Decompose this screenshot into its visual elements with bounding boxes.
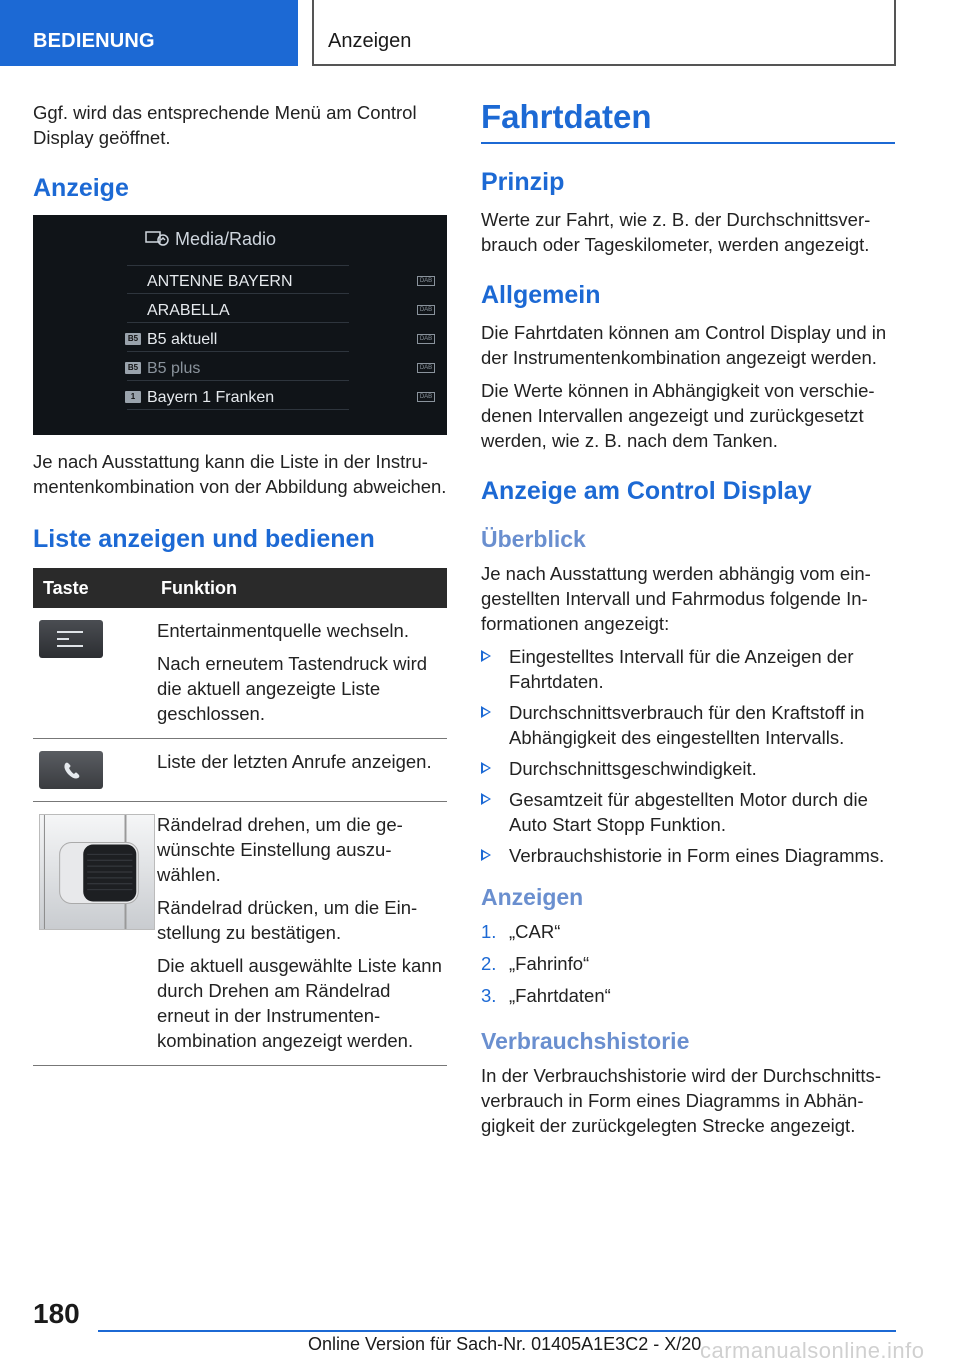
triangle-bullet-icon (481, 849, 491, 861)
heading-verbrauchshistorie: Verbrauchshistorie (481, 1028, 690, 1054)
list-item (481, 983, 895, 1008)
allgemein-text-2: Die Werte können in Abhängigkeit von verschiedenen Intervallen angezeigt und zurückgesetzt werden, wie z. B. nach dem Tanken. (481, 380, 875, 451)
function-text: Die aktuell ausgewählte Liste kann durch Drehen am Rändelrad erneut in der Instrumentenkombination angezeigt werden. (157, 955, 442, 1051)
screen-title (175, 229, 276, 250)
allgemein-text-1: Die Fahrtdaten können am Control Display und in der Instrumentenkombination angezeigt werden. (481, 322, 887, 368)
step-number: 2. (481, 953, 497, 974)
triangle-bullet-icon (481, 793, 491, 805)
list-item-text: Durchschnittsverbrauch für den Kraftstoff in Abhängigkeit des eingestellten Intervalls. (509, 702, 865, 748)
triangle-bullet-icon (481, 650, 491, 662)
station-item[interactable] (127, 383, 433, 410)
key-cell (33, 739, 157, 802)
heading-liste: Liste anzeigen und bedienen (33, 525, 375, 553)
media-radio-icon (145, 229, 169, 247)
chapter-title: Anzeigen (312, 0, 896, 66)
heading-fahrtdaten: Fahrtdaten (481, 98, 895, 144)
step-text: „Fahrtdaten“ (509, 985, 611, 1006)
footer-online-version: Online Version für Sach-Nr. 01405A1E3C2 - X/20 (308, 1334, 702, 1354)
function-text: Nach erneutem Tastendruck wird die aktuell angezeigte Liste geschlossen. (157, 653, 428, 724)
list-item (481, 700, 895, 750)
station-item[interactable] (127, 354, 433, 381)
heading-anzeige: Anzeige (33, 174, 129, 202)
phone-icon (39, 751, 103, 789)
list-item-text: Verbrauchshistorie in Form eines Diagramms. (509, 845, 885, 866)
steps-list (481, 919, 895, 1008)
station-logo-icon: B5 (125, 362, 141, 374)
prinzip-text: Werte zur Fahrt, wie z. B. der Durchschnittsverbrauch oder Tageskilometer, werden angezeigt. (481, 209, 871, 255)
function-text: Rändelrad drücken, um die Einstellung zu bestätigen. (157, 897, 418, 943)
heading-allgemein: Allgemein (481, 281, 601, 309)
list-item (481, 756, 895, 781)
function-text: Rändelrad drehen, um die gewünschte Einstellung auszuwählen. (157, 814, 403, 885)
watermark: carmanualsonline.info (700, 1338, 925, 1362)
list-item-text: Eingestelltes Intervall für die Anzeigen der Fahrtdaten. (509, 646, 854, 692)
heading-anzeigen: Anzeigen (481, 884, 584, 910)
step-number: 3. (481, 985, 497, 1006)
screen-title-text: Media/Radio (175, 229, 277, 249)
verbrauch-text: In der Verbrauchshistorie wird der Durchschnittsverbrauch in Form eines Diagramms in Abhängigkeit der zurückgelegten Strecke angezeigt. (481, 1065, 881, 1136)
station-label: ANTENNE BAYERN (147, 273, 293, 290)
table-header-row (33, 568, 447, 608)
heading-ueberblick: Überblick (481, 526, 586, 552)
page-number: 180 (33, 1298, 80, 1329)
key-cell (33, 608, 157, 739)
ueberblick-text: Je nach Ausstattung werden abhängig vom eingestellten Intervall und Fahrmodus folgende Informationen angezeigt: (481, 563, 871, 634)
dab-badge: DAB (417, 363, 435, 373)
menu-list-button-icon (39, 620, 103, 658)
col-header-funktion: Funktion (157, 568, 447, 608)
triangle-bullet-icon (481, 706, 491, 718)
thumbwheel-graphic (40, 815, 154, 929)
screen-divider (127, 265, 349, 266)
list-item (481, 843, 895, 868)
function-cell (157, 802, 447, 1066)
table-row (33, 739, 447, 802)
station-item[interactable] (127, 267, 433, 294)
heading-control-display: Anzeige am Control Display (481, 477, 812, 505)
intro-text: Ggf. wird das entsprechende Menü am Control Display geöffnet. (33, 102, 417, 148)
info-bullet-list (481, 644, 895, 868)
station-logo-icon: B5 (125, 333, 141, 345)
list-item (481, 787, 895, 837)
step-text: „Fahrinfo“ (509, 953, 590, 974)
station-item[interactable] (127, 325, 433, 352)
station-item[interactable] (127, 296, 433, 323)
list-item (481, 644, 895, 694)
station-logo-icon: 1 (125, 391, 141, 403)
station-label: Bayern 1 Franken (147, 389, 275, 406)
phone-button-icon (39, 751, 103, 789)
section-tab: BEDIENUNG (0, 0, 298, 66)
station-label: B5 aktuell (147, 331, 218, 348)
list-item (481, 919, 895, 944)
left-column (33, 100, 447, 1066)
function-cell (157, 739, 447, 802)
col-header-taste: Taste (33, 568, 157, 608)
thumbwheel-icon (39, 814, 155, 930)
key-function-table (33, 568, 447, 1066)
dab-badge: DAB (417, 305, 435, 315)
function-text: Liste der letzten Anrufe anzeigen. (157, 751, 432, 772)
table-row (33, 802, 447, 1066)
key-cell (33, 802, 157, 1066)
list-item (481, 951, 895, 976)
table-row (33, 608, 447, 739)
dab-badge: DAB (417, 276, 435, 286)
media-radio-screenshot (33, 215, 447, 435)
step-number: 1. (481, 921, 497, 942)
dab-badge: DAB (417, 334, 435, 344)
station-label: ARABELLA (147, 302, 230, 319)
list-item-text: Durchschnittsgeschwindigkeit. (509, 758, 757, 779)
step-text: „CAR“ (509, 921, 561, 942)
footer-divider (98, 1330, 896, 1332)
function-cell (157, 608, 447, 739)
dab-badge: DAB (417, 392, 435, 402)
right-column (481, 100, 895, 1138)
station-label: B5 plus (147, 360, 201, 377)
list-item-text: Gesamtzeit für abgestellten Motor durch die Auto Start Stopp Funktion. (509, 789, 868, 835)
screenshot-caption: Je nach Ausstattung kann die Liste in der Instrumentenkombination von der Abbildung abweichen. (33, 451, 447, 497)
function-text: Entertainmentquelle wechseln. (157, 620, 409, 641)
triangle-bullet-icon (481, 762, 491, 774)
heading-prinzip: Prinzip (481, 168, 565, 196)
